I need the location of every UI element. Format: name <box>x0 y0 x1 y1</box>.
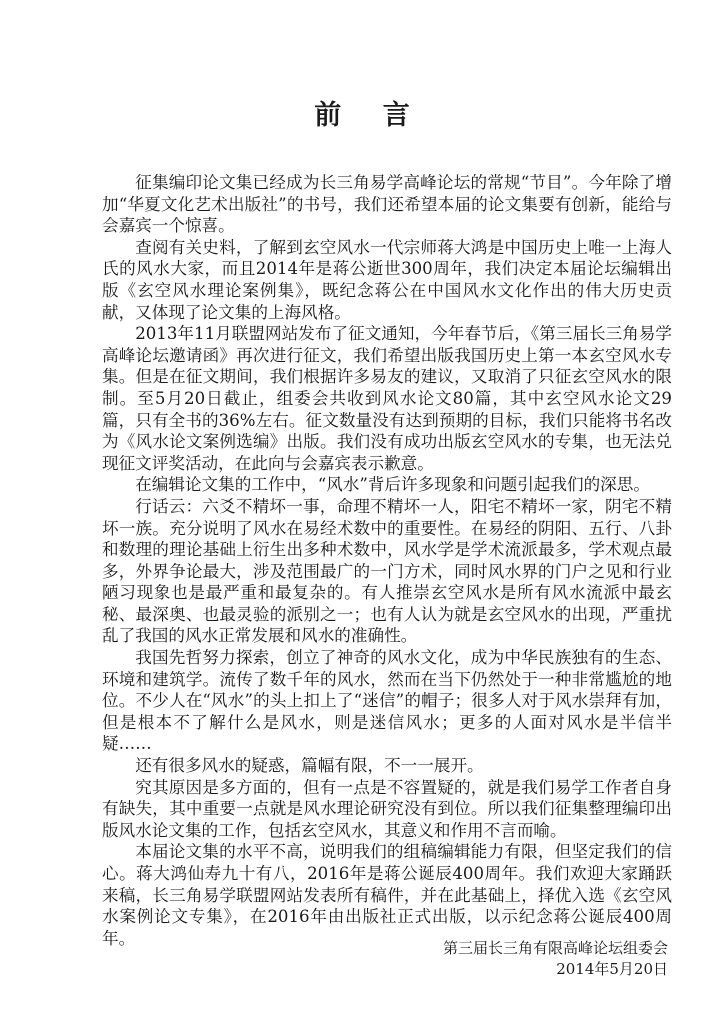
page-title: 前 言 <box>314 100 426 131</box>
paragraph-6: 我国先哲努力探索，创立了神奇的风水文化，成为中华民族独有的生态、环境和建筑学。流传了数千年的风水，然而在当下仍然处于一种非常尴尬的地位。不少人在“风水”的头上扣上了“迷信”的帽子；很多人对于风水崇拜有加，但是根本不了解什么是风水，则是迷信风水；更多的人面对风水是半信半疑…… <box>102 648 672 754</box>
signature-date: 2014年5月20日 <box>556 960 668 978</box>
paragraph-7: 还有很多风水的疑惑，篇幅有限，不一一展开。 <box>135 756 484 776</box>
paragraph-9: 本届论文集的水平不高，说明我们的组稿编辑能力有限，但坚定我们的信心。蒋大鸿仙寿九十有八，2016年是蒋公诞辰400周年。我们欢迎大家踊跃来稿，长三角易学联盟网站发表所有稿件，并在此基础上，择优入选《玄空风水案例论文专集》，在2016年由出版社正式出版，以示纪念蒋公诞辰400周年。 <box>102 842 672 948</box>
preface-body <box>102 172 672 949</box>
paragraph-8: 究其原因是多方面的，但有一点是不容置疑的，就是我们易学工作者自身有缺失，其中重要一点就是风水理论研究没有到位。所以我们征集整理编印出版风水论文集的工作，包括玄空风水，其意义和作用不言而喻。 <box>102 777 672 840</box>
signature-block <box>443 938 668 980</box>
paragraph-1: 征集编印论文集已经成为长三角易学高峰论坛的常规“节目”。今年除了增加“华夏文化艺术出版社”的书号，我们还希望本届的论文集要有创新，能给与会嘉宾一个惊喜。 <box>102 173 672 236</box>
paragraph-2: 查阅有关史料，了解到玄空风水一代宗师蒋大鸿是中国历史上唯一上海人氏的风水大家，而且2014年是蒋公逝世300周年，我们决定本届论坛编辑出版《玄空风水理论案例集》，既纪念蒋公在中国风水文化作出的伟大历史贡献，又体现了论文集的上海风格。 <box>102 237 672 322</box>
signature-organization: 第三届长三角有限高峰论坛组委会 <box>442 939 668 957</box>
paragraph-3: 2013年11月联盟网站发布了征文通知，今年春节后，《第三届长三角易学高峰论坛邀请函》再次进行征文，我们希望出版我国历史上第一本玄空风水专集。但是在征文期间，我们根据许多易友的建议，又取消了只征玄空风水的限制。至5月20日截止，组委会共收到风水论文80篇，其中玄空风水论文29篇，只有全书的36%左右。征文数量没有达到预期的目标，我们只能将书名改为《风水论文案例选编》出版。我们没有成功出版玄空风水的专集，也无法兑现征文评奖活动，在此向与会嘉宾表示歉意。 <box>102 324 672 473</box>
paragraph-4: 在编辑论文集的工作中，“风水”背后许多现象和问题引起我们的深思。 <box>135 475 650 495</box>
paragraph-5: 行话云：六爻不精坏一事，命理不精坏一人，阳宅不精坏一家，阴宅不精坏一族。充分说明了风水在易经术数中的重要性。在易经的阴阳、五行、八卦和数理的理论基础上衍生出多种术数中，风水学是学术流派最多，学术观点最多，外界争论最大，涉及范围最广的一门方术，同时风水界的门户之见和行业陋习现象也是最严重和最复杂的。有人推崇玄空风水是所有风水流派中最玄秘、最深奥、也最灵验的派别之一；也有人认为就是玄空风水的出现，严重扰乱了我国的风水正常发展和风水的准确性。 <box>102 496 672 646</box>
